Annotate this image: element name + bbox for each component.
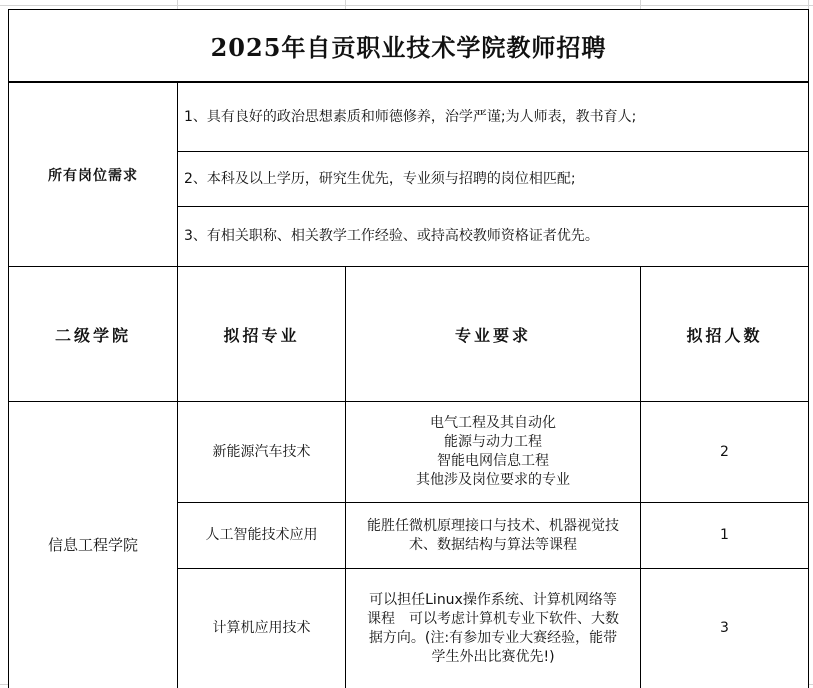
requirement-item: 2、本科及以上学历，研究生优先，专业须与招聘的岗位相匹配; — [184, 170, 576, 187]
header-college-cell[interactable] — [8, 266, 178, 402]
hire-count: 2 — [720, 443, 729, 460]
requirement-line: 能胜任微机原理接口与技术、机器视觉技 — [367, 517, 619, 534]
requirement-line: 课程 可以考虑计算机专业下软件、大数 — [367, 610, 619, 627]
requirement-line: 智能电网信息工程 — [437, 453, 549, 469]
table-row-requirement-cell[interactable] — [345, 401, 641, 503]
requirement-item: 1、具有良好的政治思想素质和师德修养，治学严谨;为人师表，教书育人; — [184, 108, 637, 125]
requirements-label: 所有岗位需求 — [48, 167, 138, 184]
header-college: 二级学院 — [54, 325, 131, 345]
major-name: 新能源汽车技术 — [212, 443, 311, 460]
header-requirement: 专业要求 — [454, 325, 531, 345]
header-major: 拟招专业 — [223, 325, 300, 345]
requirement-line: 可以担任Linux操作系统、计算机网络等 — [369, 591, 617, 608]
page-title: 2025年自贡职业技术学院教师招聘 — [210, 33, 607, 62]
requirement-line: 其他涉及岗位要求的专业 — [416, 472, 570, 488]
table-row-major-cell[interactable] — [177, 401, 346, 503]
major-name: 计算机应用技术 — [212, 620, 311, 636]
hire-count: 1 — [720, 527, 729, 543]
table-row-requirement-cell[interactable] — [345, 568, 641, 688]
requirement-line: 据方向。(注:有参加专业大赛经验，能带 — [368, 629, 618, 646]
major-requirement — [367, 591, 619, 667]
major-requirement — [367, 517, 619, 555]
table-row-requirement-cell[interactable] — [345, 502, 641, 569]
requirement-line: 能源与动力工程 — [444, 434, 542, 450]
college-cell[interactable] — [8, 401, 178, 688]
requirement-line: 术、数据结构与算法等课程 — [409, 536, 577, 553]
header-count: 拟招人数 — [686, 325, 763, 345]
table-row-count-cell[interactable] — [640, 502, 809, 569]
sheet-gridline — [0, 5, 813, 6]
table-row-major-cell[interactable] — [177, 568, 346, 688]
major-name: 人工智能技术应用 — [205, 527, 318, 543]
table-row-count-cell[interactable] — [640, 568, 809, 688]
requirements-label-cell[interactable] — [8, 82, 178, 267]
requirement-item: 3、有相关职称、相关教学工作经验、或持高校教师资格证者优先。 — [184, 228, 599, 244]
requirement-line: 学生外出比赛优先!) — [431, 648, 555, 665]
requirement-item-cell[interactable] — [177, 151, 809, 207]
hire-count: 3 — [720, 620, 729, 636]
title-cell[interactable] — [8, 9, 809, 82]
college-name: 信息工程学院 — [47, 535, 138, 554]
requirement-item-cell[interactable] — [177, 82, 809, 152]
header-count-cell[interactable] — [640, 266, 809, 402]
major-requirement — [416, 414, 570, 490]
header-major-cell[interactable] — [177, 266, 346, 402]
header-requirement-cell[interactable] — [345, 266, 641, 402]
requirement-line: 电气工程及其自动化 — [430, 415, 556, 431]
table-row-major-cell[interactable] — [177, 502, 346, 569]
table-row-count-cell[interactable] — [640, 401, 809, 503]
requirement-item-cell[interactable] — [177, 206, 809, 267]
